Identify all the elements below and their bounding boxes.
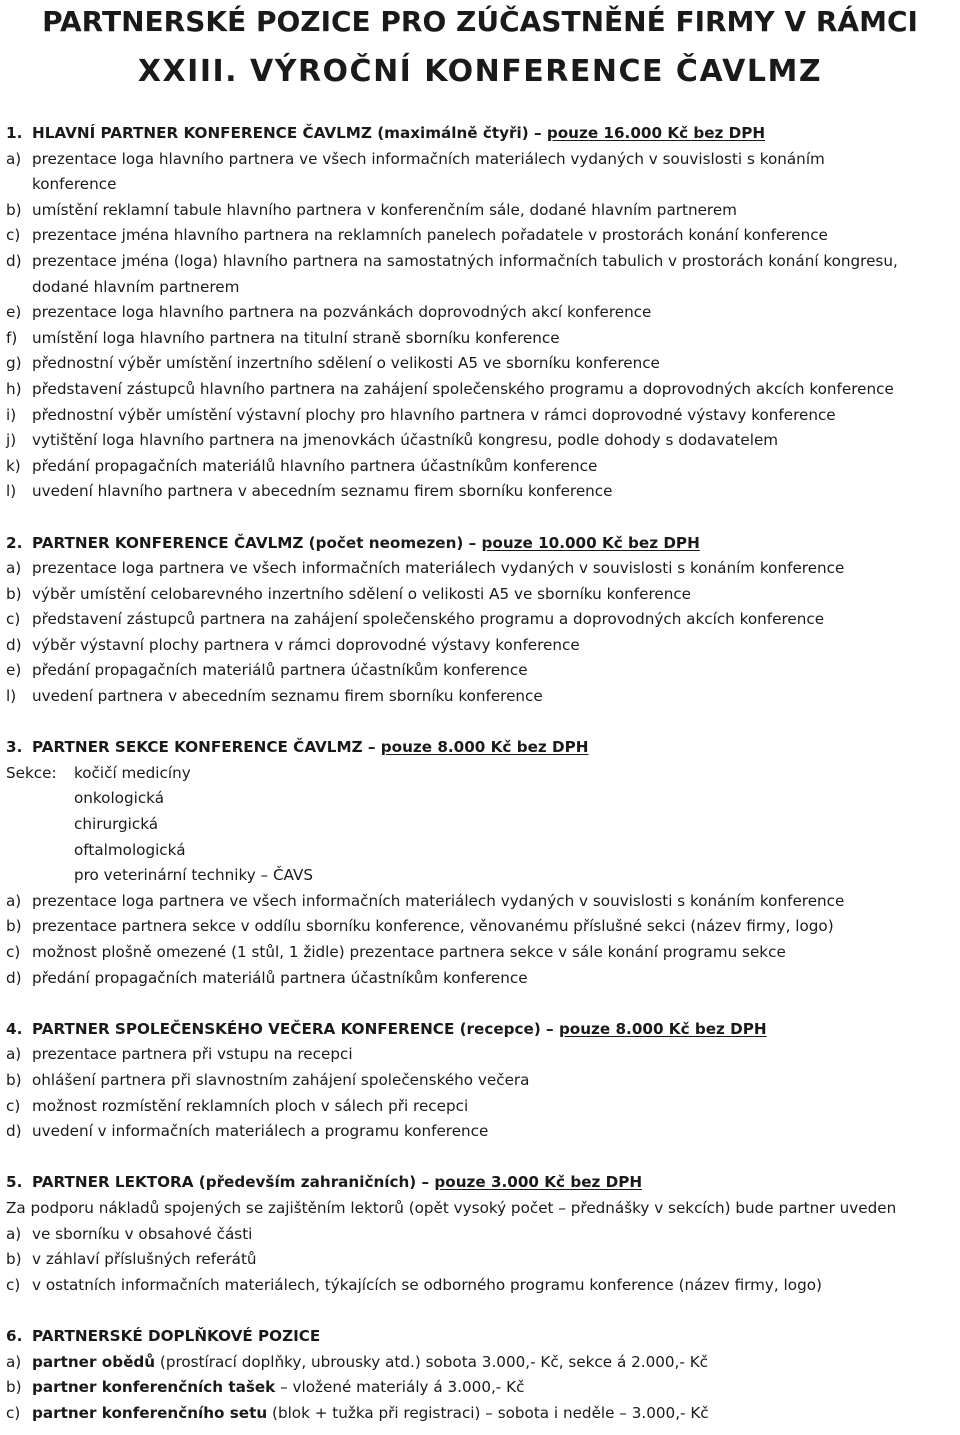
section-price: pouze 8.000 Kč bez DPH	[558, 1019, 767, 1038]
list-item	[6, 966, 956, 992]
section-heading	[6, 1170, 956, 1196]
section-title: PARTNER SPOLEČENSKÉHO VEČERA KONFERENCE (recepce) –	[32, 1019, 559, 1038]
section-gap	[6, 710, 956, 736]
item-marker: e)	[6, 661, 22, 680]
item-marker: b)	[6, 200, 22, 219]
sekce-label	[6, 838, 74, 864]
list-item	[6, 326, 956, 352]
section-title: PARTNER LEKTORA (především zahraničních) –	[32, 1173, 435, 1192]
list-item	[6, 1375, 956, 1401]
list-item	[6, 428, 956, 454]
item-text: umístění loga hlavního partnera na titulní straně sborníku konference	[32, 328, 560, 347]
item-text: prezentace loga hlavního partnera na pozvánkách doprovodných akcí konference	[32, 303, 652, 322]
item-text: předání propagačních materiálů partnera účastníkům konference	[32, 661, 528, 680]
list-item	[6, 479, 956, 505]
item-text: v ostatních informačních materiálech, týkajících se odborného programu konference (název firmy, logo)	[32, 1275, 822, 1294]
item-text: prezentace jména hlavního partnera na reklamních panelech pořadatele v prostorách konání konference	[32, 226, 828, 245]
list-item	[6, 147, 956, 173]
item-text	[32, 1375, 524, 1401]
item-text: možnost plošně omezené (1 stůl, 1 židle) prezentace partnera sekce v sále konání programu sekce	[32, 943, 786, 961]
section-number: 3.	[6, 738, 23, 757]
item-text: výběr výstavní plochy partnera v rámci doprovodné výstavy konference	[32, 635, 580, 654]
sekce-name: onkologická	[74, 789, 165, 808]
list-item	[6, 914, 956, 940]
sekce-name: kočičí medicíny	[74, 763, 191, 782]
sekce-row	[6, 838, 956, 864]
item-marker: l)	[6, 687, 17, 706]
list-item	[6, 1042, 956, 1068]
section-heading	[6, 1324, 956, 1350]
list-item	[6, 940, 956, 966]
item-text: přednostní výběr umístění inzertního sdělení o velikosti A5 ve sborníku konference	[32, 354, 660, 373]
section-heading	[6, 735, 956, 761]
item-marker: l)	[6, 482, 17, 501]
sekce-label: Sekce:	[6, 763, 57, 782]
list-item	[6, 556, 956, 582]
sekce-row	[6, 761, 956, 787]
item-text: uvedení hlavního partnera v abecedním seznamu firem sborníku konference	[32, 482, 613, 501]
item-text	[32, 1350, 708, 1376]
item-bold-text: partner obědů	[32, 1352, 156, 1371]
sekce-label	[6, 786, 74, 812]
item-marker: a)	[6, 559, 22, 578]
item-marker: d)	[6, 635, 22, 654]
section-title: PARTNER KONFERENCE ČAVLMZ (počet neomezen) –	[32, 533, 482, 552]
list-item	[6, 684, 956, 710]
section-title: PARTNERSKÉ DOPLŇKOVÉ POZICE	[32, 1326, 321, 1345]
list-item	[6, 1350, 956, 1376]
item-marker: i)	[6, 405, 17, 424]
item-marker: c)	[6, 1403, 21, 1422]
item-text: prezentace loga hlavního partnera ve všech informačních materiálech vydaných v souvislosti s konáním	[32, 149, 825, 168]
item-text: předání propagačních materiálů hlavního partnera účastníkům konference	[32, 456, 598, 475]
list-item	[6, 1119, 956, 1145]
list-item	[6, 1068, 956, 1094]
item-marker: c)	[6, 1096, 21, 1115]
item-text: prezentace loga partnera ve všech informačních materiálech vydaných v souvislosti s konáním konference	[32, 891, 845, 910]
section-heading	[6, 1017, 956, 1043]
item-marker: j)	[6, 431, 17, 450]
sekce-name: pro veterinární techniky – ČAVS	[74, 866, 314, 885]
item-marker: b)	[6, 1378, 22, 1397]
item-marker: b)	[6, 1250, 22, 1269]
sekce-row	[6, 812, 956, 838]
item-rest-text: (blok + tužka při registraci) – sobota i neděle – 3.000,- Kč	[267, 1403, 709, 1422]
section-gap	[6, 991, 956, 1017]
item-marker: a)	[6, 1224, 22, 1243]
item-text: uvedení v informačních materiálech a programu konference	[32, 1122, 489, 1141]
item-marker: e)	[6, 303, 22, 322]
list-item	[6, 1273, 956, 1299]
list-item	[6, 1401, 956, 1427]
list-item	[6, 1094, 956, 1120]
item-text: umístění reklamní tabule hlavního partnera v konferenčním sále, dodané hlavním partnerem	[32, 200, 737, 219]
list-item	[6, 377, 956, 403]
section-heading	[6, 531, 956, 557]
item-text: představení zástupců hlavního partnera na zahájení společenského programu a doprovodných akcích konference	[32, 379, 894, 398]
list-item	[6, 223, 956, 249]
sekce-row	[6, 786, 956, 812]
item-marker: k)	[6, 456, 21, 475]
item-text: ve sborníku v obsahové části	[32, 1224, 253, 1243]
item-text: přednostní výběr umístění výstavní plochy pro hlavního partnera v rámci doprovodné výstavy konference	[32, 405, 836, 424]
list-item	[6, 889, 956, 915]
item-text: prezentace partnera sekce v oddílu sborníku konference, věnovanému příslušné sekci (název firmy, logo)	[32, 917, 834, 936]
list-item	[6, 403, 956, 429]
item-continuation: konference	[32, 175, 117, 194]
list-item	[6, 1222, 956, 1248]
item-text: vytištění loga hlavního partnera na jmenovkách účastníků kongresu, podle dohody s dodavatelem	[32, 431, 779, 450]
item-marker: a)	[6, 891, 22, 910]
section-title: PARTNER SEKCE KONFERENCE ČAVLMZ –	[32, 738, 381, 757]
item-marker: a)	[6, 1352, 22, 1371]
list-item	[6, 582, 956, 608]
item-rest-text: – vložené materiály á 3.000,- Kč	[275, 1378, 525, 1397]
section-gap	[6, 1298, 956, 1324]
sekce-label	[6, 812, 74, 838]
section-heading	[6, 121, 956, 147]
list-item	[6, 454, 956, 480]
section-price: pouze 3.000 Kč bez DPH	[434, 1173, 643, 1192]
item-text: prezentace loga partnera ve všech informačních materiálech vydaných v souvislosti s konáním konference	[32, 559, 845, 578]
item-marker: c)	[6, 943, 21, 961]
item-text: prezentace partnera při vstupu na recepci	[32, 1045, 353, 1064]
item-marker: c)	[6, 610, 21, 629]
item-text: uvedení partnera v abecedním seznamu firem sborníku konference	[32, 687, 543, 706]
section-price: pouze 16.000 Kč bez DPH	[546, 124, 766, 142]
item-marker: h)	[6, 379, 22, 398]
list-item	[6, 249, 956, 275]
list-item	[6, 633, 956, 659]
item-marker: f)	[6, 328, 18, 347]
item-bold-text: partner konferenčních tašek	[32, 1378, 276, 1397]
item-text: představení zástupců partnera na zahájení společenského programu a doprovodných akcích konference	[32, 610, 825, 629]
item-marker: b)	[6, 584, 22, 603]
section-number: 5.	[6, 1173, 23, 1192]
list-item	[6, 351, 956, 377]
item-text: výběr umístění celobarevného inzertního sdělení o velikosti A5 ve sborníku konference	[32, 584, 692, 603]
list-item	[6, 198, 956, 224]
item-marker: a)	[6, 1045, 22, 1064]
item-text: možnost rozmístění reklamních ploch v sálech při recepci	[32, 1096, 469, 1115]
item-bold-text: partner konferenčního setu	[32, 1403, 268, 1422]
list-item	[6, 1247, 956, 1273]
section-title: HLAVNÍ PARTNER KONFERENCE ČAVLMZ (maximálně čtyři) –	[32, 124, 547, 142]
document-title-line2: XXIII. VÝROČNÍ KONFERENCE ČAVLMZ	[137, 54, 823, 89]
item-marker: d)	[6, 968, 22, 987]
item-marker: a)	[6, 149, 22, 168]
sekce-row	[6, 863, 956, 889]
sekce-name: chirurgická	[74, 815, 159, 834]
item-text: ohlášení partnera při slavnostním zahájení společenského večera	[32, 1070, 530, 1089]
item-marker: b)	[6, 917, 22, 936]
section-price: pouze 8.000 Kč bez DPH	[380, 738, 589, 757]
sekce-name: oftalmologická	[74, 840, 186, 859]
list-item	[6, 300, 956, 326]
item-rest-text: (prostírací doplňky, ubrousky atd.) sobota 3.000,- Kč, sekce á 2.000,- Kč	[155, 1352, 709, 1371]
item-text: v záhlaví příslušných referátů	[32, 1250, 257, 1269]
section-gap	[6, 1145, 956, 1171]
section-price: pouze 10.000 Kč bez DPH	[481, 533, 700, 552]
document-body	[6, 121, 956, 1426]
section-number: 4.	[6, 1019, 23, 1038]
document-title-line1: PARTNERSKÉ POZICE PRO ZÚČASTNĚNÉ FIRMY V RÁMCI	[42, 5, 918, 38]
section-number: 1.	[6, 124, 23, 142]
item-continuation: dodané hlavním partnerem	[32, 277, 240, 296]
item-text: předání propagačních materiálů partnera účastníkům konference	[32, 968, 528, 987]
section-number: 6.	[6, 1326, 23, 1345]
list-item	[6, 658, 956, 684]
section-intro: Za podporu nákladů spojených se zajištěním lektorů (opět vysoký počet – přednášky v sekcích) bude partner uveden	[6, 1198, 897, 1217]
item-marker: g)	[6, 354, 22, 373]
item-marker: d)	[6, 1122, 22, 1141]
sekce-label	[6, 863, 74, 889]
item-marker: b)	[6, 1070, 22, 1089]
list-item	[6, 607, 956, 633]
item-marker: c)	[6, 1275, 21, 1294]
item-marker: c)	[6, 226, 21, 245]
section-gap	[6, 505, 956, 531]
item-text	[32, 1401, 709, 1427]
section-number: 2.	[6, 533, 23, 552]
item-text: prezentace jména (loga) hlavního partnera na samostatných informačních tabulich v prostorách konání kongresu,	[32, 251, 898, 270]
item-marker: d)	[6, 251, 22, 270]
